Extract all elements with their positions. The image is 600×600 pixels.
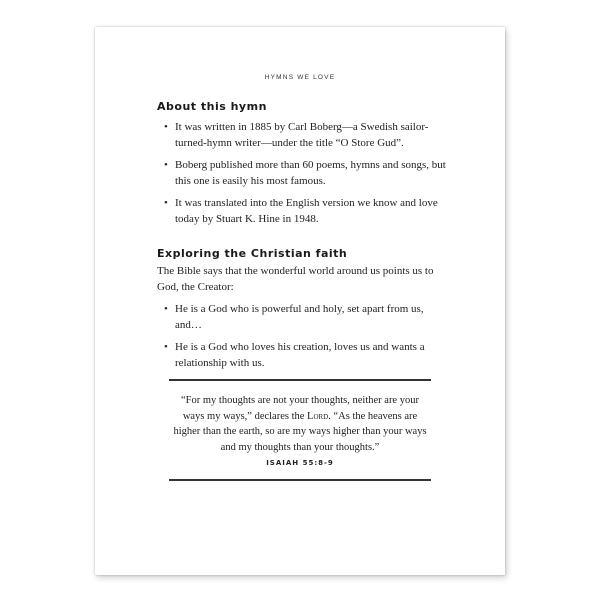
quote-text [169,393,431,455]
list-item-text: It was written in 1885 by Carl Boberg—a Swedish sailor-turned-hymn writer—under the title “O Store Gud”. [175,121,429,149]
quote-lord: Lord [307,410,329,422]
list-item [157,302,447,333]
document-page [95,27,505,575]
section-heading-faith: Exploring the Christian faith [157,247,348,260]
section-heading-about: About this hymn [157,100,267,113]
bullet-icon: • [164,159,168,171]
list-item [157,120,447,151]
list-item [157,196,447,227]
list-item-text: He is a God who is powerful and holy, set apart from us, and… [175,303,424,331]
bullet-icon: • [164,197,168,209]
list-item-text: He is a God who loves his creation, loves us and wants a relationship with us. [175,341,425,369]
running-head: HYMNS WE LOVE [264,74,336,81]
bullet-icon: • [164,303,168,315]
quote-text-part: . “As the heavens are higher than the earth, so are my ways higher than your ways and my thoughts than your thoughts.” [173,410,427,453]
page-content [157,100,447,378]
about-bullet-list [157,120,447,227]
bullet-icon: • [164,121,168,133]
list-item [157,340,447,371]
bullet-icon: • [164,341,168,353]
list-item [157,158,447,189]
section-intro: The Bible says that the wonderful world around us points us to God, the Creator: [157,265,434,293]
quote-reference: ISAIAH 55:8-9 [266,459,334,467]
faith-bullet-list [157,302,447,371]
list-item-text: It was translated into the English version we know and love today by Stuart K. Hine in 1948. [175,197,438,225]
quote-text-part: “For my thoughts are not your thoughts, neither are your ways my ways,” declares the [181,395,419,422]
scripture-quote [169,379,431,481]
list-item-text: Boberg published more than 60 poems, hymns and songs, but this one is easily his most famous. [175,159,446,187]
